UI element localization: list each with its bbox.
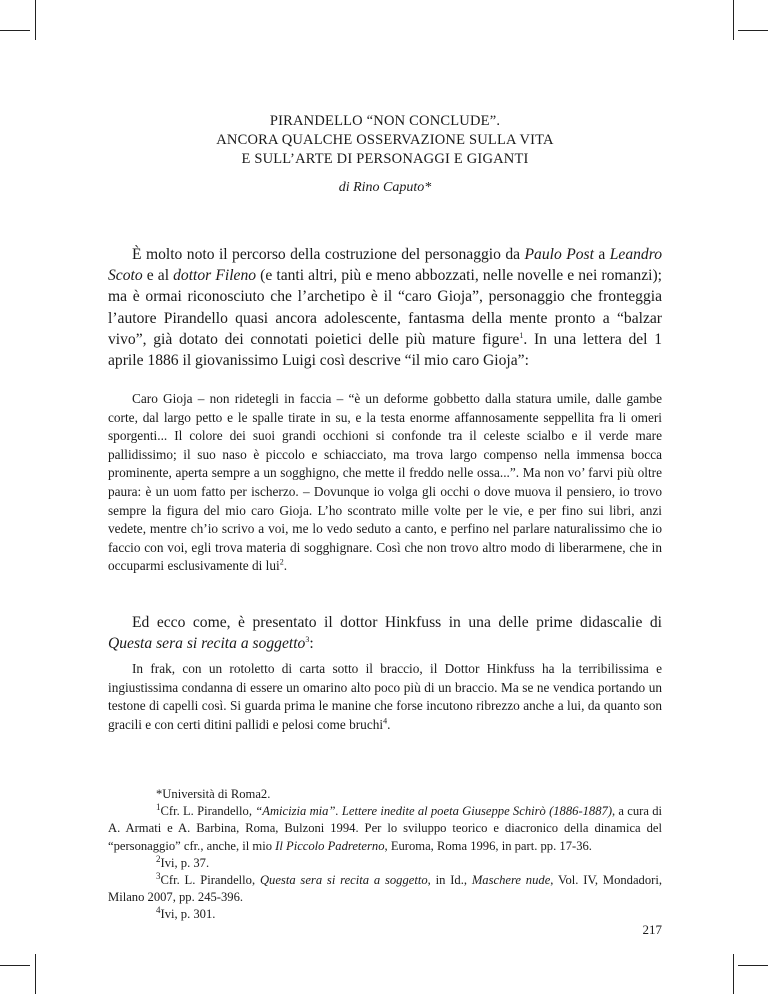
article-title bbox=[108, 112, 662, 169]
author-byline: di Rino Caputo* bbox=[338, 180, 432, 195]
footnote: 4Ivi, p. 301. bbox=[156, 905, 216, 922]
footnote: 3Cfr. L. Pirandello, Questa sera si recita a soggetto, in Id., Maschere nude, Vol. IV, Mondadori, Milano 2007, pp. 245-396. bbox=[108, 870, 662, 905]
body-paragraph: È molto noto il percorso della costruzione del personaggio da Paulo Post a Leandro Scoto e al dottor Fileno (e tanti altri, più e meno abbozzati, nelle novelle e nei romanzi); ma è ormai riconosciuto che l’archetipo è il “caro Gioja”, personaggio che fronteggia l’autore Pirandello quasi ancora adolescente, fantasma della mente pronto a “balzar vivo”, già dotato dei connotati poietici delle più mature figure$^1$. In una lettera del 1 aprile 1886 il giovanissimo Luigi così descrive “il mio caro Gioja”: bbox=[108, 246, 662, 370]
crop-mark bbox=[738, 30, 768, 31]
title-line: ANCORA QUALCHE OSSERVAZIONE SULLA VITA bbox=[216, 132, 554, 148]
block-quote: In frak, con un rotoletto di carta sotto il braccio, il Dottor Hinkfuss ha la terribilissima e ingiustissima condanna di essere un omarino alto poco più di un braccio. Ma se ne vendica portando un testone di capelli così. Si guarda prima le manine che forse incutono ribrezzo anche a lui, da quanto son gracili e con certi ditini pallidi e pelosi come bruchi$^4$. bbox=[108, 661, 662, 732]
block-quote: Caro Gioja – non ridetegli in faccia – “è un deforme gobbetto dalla statura umile, dalle gambe corte, dal largo petto e le spalle tirate in su, e la testa enorme affannosamente seppellita fra li omeri sporgenti... Il colore dei suoi grandi occhioni si confonde tra il celeste scialbo e il verde mare pallidissimo; il suo naso è piccolo e schiacciato, ma trova largo compenso nella immensa bocca prominente, aperta sempre a un sogghigno, che mette il freddo nelle ossa...”. Ma non vo’ farvi più oltre paura: è un uom fatto per ischerzo. – Dovunque io volga gli occhi o dove muova il pensiero, io trovo sempre la figura del mio caro Gioja. L’ho scontrato mille volte per le vie, e per fino sui libri, anzi vedete, mentre ch’io scrivo a voi, me lo vedo seduto a canto, e perfino nel parlare naturalissimo che io faccio con voi, egli trova materia di sogghignare. Così che non trovo altro modo di liberarmene, che in occuparmi esclusivamente di lui$^2$. bbox=[108, 391, 662, 574]
crop-mark bbox=[35, 0, 36, 40]
crop-mark bbox=[738, 965, 768, 966]
footnote: *Università di Roma2. bbox=[156, 787, 271, 801]
footnote-ref[interactable]: 3 bbox=[305, 635, 310, 645]
crop-mark bbox=[733, 0, 734, 40]
footnote-ref[interactable]: 4 bbox=[383, 716, 388, 726]
crop-mark bbox=[0, 965, 30, 966]
crop-mark bbox=[733, 954, 734, 994]
footnotes bbox=[108, 786, 662, 924]
footnote-ref[interactable]: 1 bbox=[519, 330, 524, 340]
body-paragraph: Ed ecco come, è presentato il dottor Hinkfuss in una delle prime didascalie di Questa sera si recita a soggetto$^3$: bbox=[108, 614, 662, 653]
title-line: E SULL’ARTE DI PERSONAGGI E GIGANTI bbox=[241, 151, 529, 167]
footnote: 1Cfr. L. Pirandello, “Amicizia mia”. Lettere inedite al poeta Giuseppe Schirò (1886-1887), a cura di A. Armati e A. Barbina, Roma, Bulzoni 1994. Per lo sviluppo teorico e diacronico della dinamica del “personaggio” cfr., anche, il mio Il Piccolo Padreterno, Euroma, Roma 1996, in part. pp. 17-36. bbox=[108, 802, 662, 853]
page-number: 217 bbox=[642, 922, 662, 937]
crop-mark bbox=[35, 954, 36, 994]
crop-mark bbox=[0, 30, 30, 31]
title-line: PIRANDELLO “NON CONCLUDE”. bbox=[269, 113, 501, 129]
footnote-ref[interactable]: 2 bbox=[279, 557, 284, 567]
footnote: 2Ivi, p. 37. bbox=[156, 853, 210, 870]
